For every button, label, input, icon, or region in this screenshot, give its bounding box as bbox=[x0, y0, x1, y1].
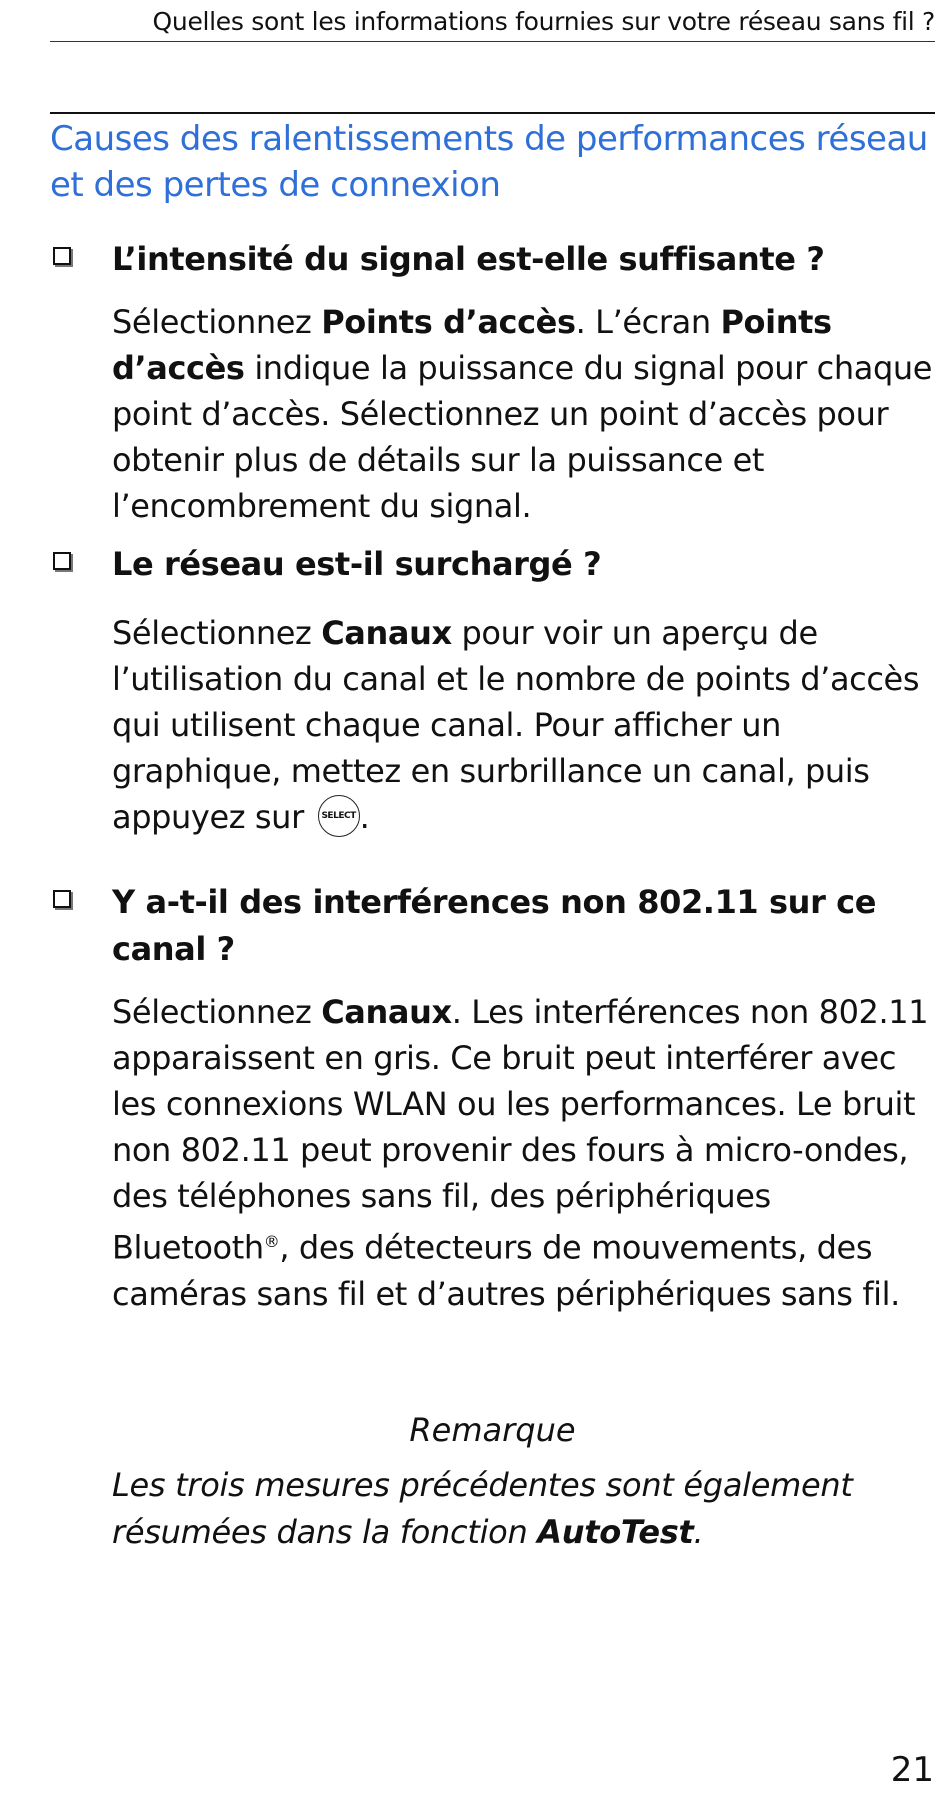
question-interference bbox=[50, 879, 935, 1317]
question-heading: Le réseau est-il surchargé ? bbox=[112, 545, 602, 583]
question-body: Sélectionnez Canaux. Les interférences non 802.11 apparaissent en gris. Ce bruit peut interférer avec les connexions WLAN ou les performances. Le bruit non 802.11 peut provenir des fours à micro-ondes, des téléphones sans fil, des périphériques Bluetooth®, des détecteurs de mouvements, des caméras sans fil et d’autres périphériques sans fil. bbox=[112, 993, 929, 1313]
question-network-load bbox=[50, 541, 935, 840]
select-button-icon: SELECT bbox=[318, 795, 360, 837]
checkbox-icon bbox=[53, 552, 71, 570]
note-body: Les trois mesures précédentes sont également résumées dans la fonction AutoTest. bbox=[112, 1466, 853, 1551]
section-divider bbox=[50, 112, 935, 114]
question-body: Sélectionnez Canaux pour voir un aperçu de l’utilisation du canal et le nombre de points d’accès qui utilisent chaque canal. Pour afficher un graphique, mettez en surbrillance un canal, puis appuyez sur SELECT . bbox=[112, 614, 920, 836]
checkbox-icon bbox=[53, 890, 71, 908]
question-body: Sélectionnez Points d’accès. L’écran Points d’accès indique la puissance du signal pour chaque point d’accès. Sélectionnez un point d’accès pour obtenir plus de détails sur la puissance et l’encombrement du signal. bbox=[112, 303, 933, 525]
running-header: Quelles sont les informations fournies sur votre réseau sans fil ? bbox=[50, 6, 935, 42]
note-title: Remarque bbox=[409, 1411, 576, 1449]
question-heading: L’intensité du signal est-elle suffisante ? bbox=[112, 240, 825, 278]
page-number: 21 bbox=[890, 1750, 934, 1790]
section-title: Causes des ralentissements de performances réseau et des pertes de connexion bbox=[50, 119, 928, 205]
question-heading: Y a-t-il des interférences non 802.11 sur ce canal ? bbox=[112, 883, 877, 968]
checkbox-icon bbox=[53, 247, 71, 265]
question-signal-strength bbox=[50, 236, 935, 529]
